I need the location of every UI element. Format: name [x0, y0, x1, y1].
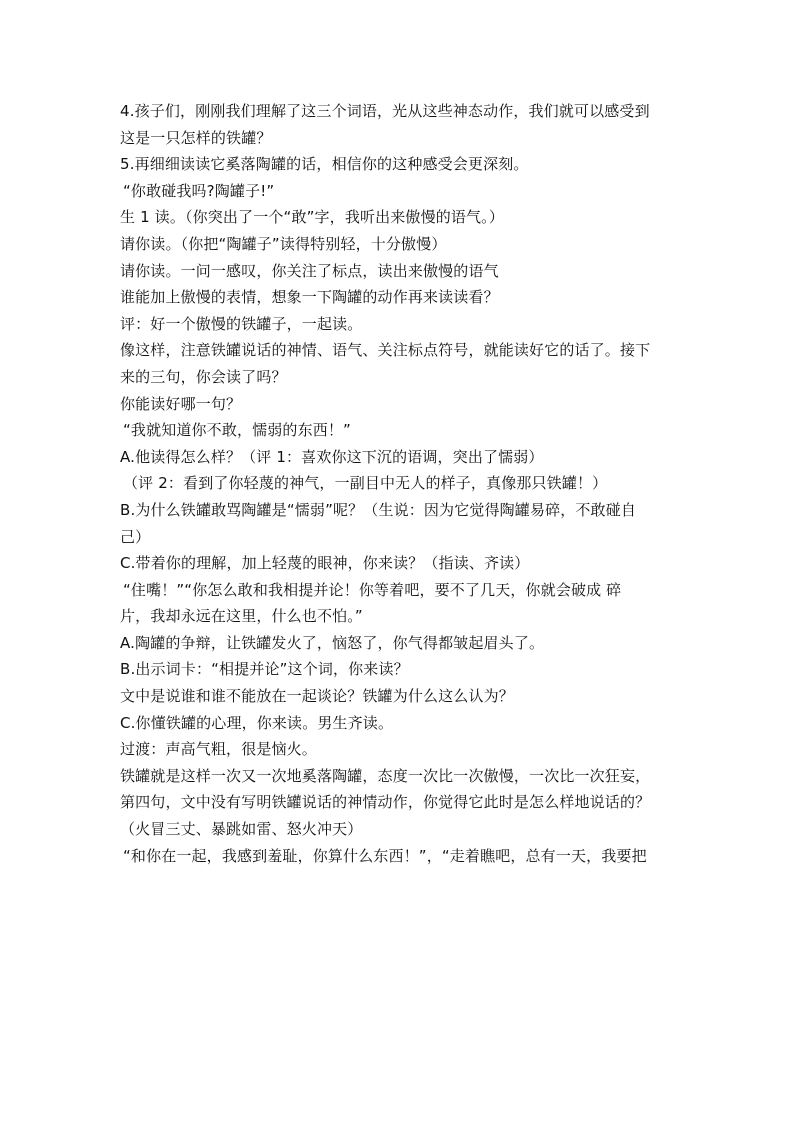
paragraph-line: 文中是说谁和谁不能放在一起谈论？铁罐为什么这么认为？ [120, 687, 514, 706]
paragraph-line: 请你读。一问一感叹，你关注了标点，读出来傲慢的语气 [120, 261, 499, 280]
document-body [120, 98, 685, 869]
quote-line: “你敢碰我吗?陶罐子!” [123, 181, 275, 200]
paragraph-line: 像这样，注意铁罐说话的神情、语气、关注标点符号，就能读好它的话了。接下 [120, 341, 651, 360]
paragraph-line: 请你读。（你把“陶罐子”读得特别轻，十分傲慢） [120, 234, 447, 253]
paragraph-line: 第四句，文中没有写明铁罐说话的神情动作，你觉得它此时是怎么样地说话的？ [120, 793, 651, 812]
paragraph-line: B.为什么铁罐敢骂陶罐是“懦弱”呢？（生说：因为它觉得陶罐易碎，不敢碰自 [120, 500, 637, 519]
paragraph-line: 来的三句，你会读了吗？ [120, 367, 287, 386]
paragraph-line: 你能读好哪一句？ [120, 394, 242, 413]
paragraph-line: （火冒三丈、暴跳如雷、怒火冲天） [120, 820, 363, 839]
quote-line: “住嘴！”“你怎么敢和我相提并论！你等着吧，要不了几天，你就会破成 碎 [123, 580, 622, 599]
paragraph-line: B.出示词卡：“相提并论”这个词，你来读？ [120, 660, 409, 679]
paragraph-line: 铁罐就是这样一次又一次地奚落陶罐，态度一次比一次傲慢，一次比一次狂妄， [120, 766, 651, 785]
paragraph-line: 己） [120, 527, 151, 546]
paragraph-line: 生 1 读。（你突出了一个“敢”字，我听出来傲慢的语气。） [120, 208, 504, 227]
paragraph-line: 评：好一个傲慢的铁罐子，一起读。 [120, 314, 363, 333]
paragraph-line: 片，我却永远在这里，什么也不怕。” [120, 607, 363, 626]
paragraph-line: C.你懂铁罐的心理，你来读。男生齐读。 [120, 713, 394, 732]
paragraph-line: A.他读得怎么样？（评 1：喜欢你这下沉的语调，突出了懦弱） [120, 447, 544, 466]
paragraph-line: C.带着你的理解，加上轻蔑的眼神，你来读？（指读、齐读） [120, 554, 530, 573]
paragraph-line: 谁能加上傲慢的表情，想象一下陶罐的动作再来读读看？ [120, 288, 499, 307]
paragraph-line: 这是一只怎样的铁罐？ [120, 128, 272, 147]
paragraph-line: 4.孩子们，刚刚我们理解了这三个词语，光从这些神态动作，我们就可以感受到 [120, 102, 650, 120]
quote-line: “我就知道你不敢，懦弱的东西！” [123, 421, 351, 440]
paragraph-line: 5.再细细读读它奚落陶罐的话，相信你的这种感受会更深刻。 [120, 155, 529, 174]
quote-line: “和你在一起，我感到羞耻，你算什么东西！”，“走着瞧吧，总有一天，我要把 [123, 846, 647, 865]
paragraph-line: A.陶罐的争辩，让铁罐发火了，恼怒了，你气得都皱起眉头了。 [120, 633, 545, 652]
paragraph-line: 过渡：声高气粗，很是恼火。 [120, 740, 317, 759]
paragraph-line: （评 2：看到了你轻蔑的神气，一副目中无人的样子，真像那只铁罐！） [123, 474, 608, 493]
